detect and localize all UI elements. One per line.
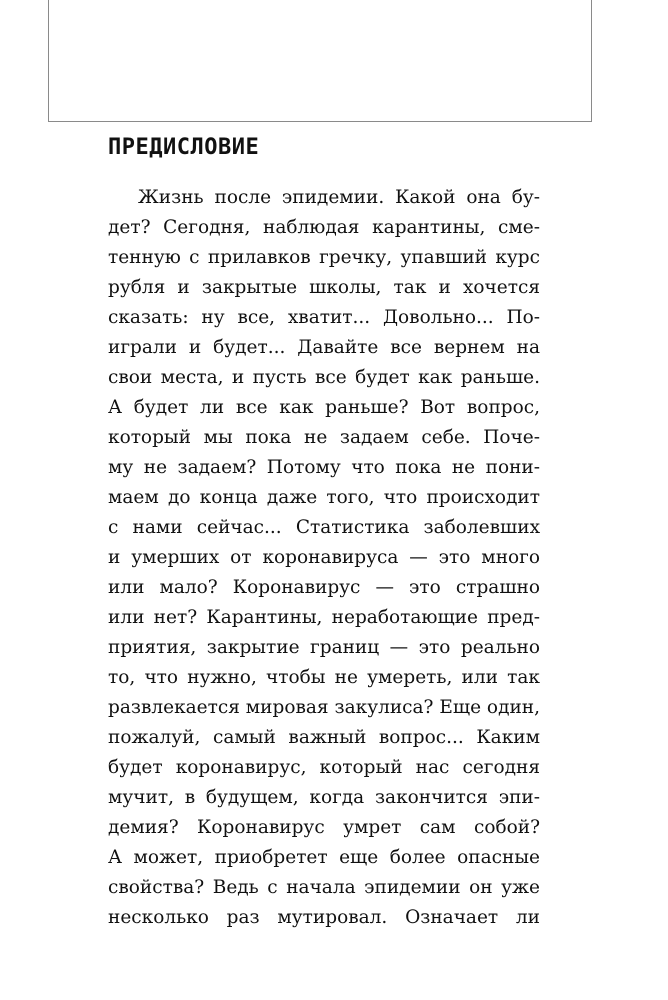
- text-line: играли и будет... Давайте все вернем на: [108, 337, 540, 358]
- text-line: мучит, в будущем, когда закончится эпи-: [108, 787, 540, 808]
- text-line: с нами сейчас... Статистика заболевших: [108, 517, 540, 538]
- text-line: приятия, закрытие границ — это реально: [108, 637, 540, 658]
- text-line: несколько раз мутировал. Означает ли: [108, 907, 540, 928]
- text-line: свои места, и пусть все будет как раньше.: [108, 367, 540, 388]
- text-line: А будет ли все как раньше? Вот вопрос,: [108, 397, 540, 418]
- text-line: который мы пока не задаем себе. Поче-: [108, 427, 540, 448]
- text-line: пожалуй, самый важный вопрос... Каким: [108, 727, 540, 748]
- text-line: или мало? Коронавирус — это страшно: [108, 577, 540, 598]
- text-line: развлекается мировая закулиса? Еще один,: [108, 697, 540, 718]
- text-line: свойства? Ведь с начала эпидемии он уже: [108, 877, 540, 898]
- text-line: или нет? Карантины, неработающие пред-: [108, 607, 540, 628]
- text-line: му не задаем? Потому что пока не пони-: [108, 457, 540, 478]
- text-line: дет? Сегодня, наблюдая карантины, сме-: [108, 217, 540, 238]
- text-line: Жизнь после эпидемии. Какой она бу-: [138, 187, 540, 208]
- body-text: [108, 183, 540, 933]
- chapter-title: ПРЕДИСЛОВИЕ: [108, 135, 260, 160]
- text-line: будет коронавирус, который нас сегодня: [108, 757, 540, 778]
- header-image-frame: [48, 0, 592, 122]
- text-line: А может, приобретет еще более опасные: [108, 847, 540, 868]
- text-line: то, что нужно, чтобы не умереть, или так: [108, 667, 540, 688]
- text-line: сказать: ну все, хватит... Довольно... По-: [108, 307, 540, 328]
- text-line: маем до конца даже того, что происходит: [108, 487, 540, 508]
- text-line: тенную с прилавков гречку, упавший курс: [108, 247, 540, 268]
- text-line: рубля и закрытые школы, так и хочется: [108, 277, 540, 298]
- text-line: демия? Коронавирус умрет сам собой?: [108, 817, 540, 838]
- text-line: и умерших от коронавируса — это много: [108, 547, 540, 568]
